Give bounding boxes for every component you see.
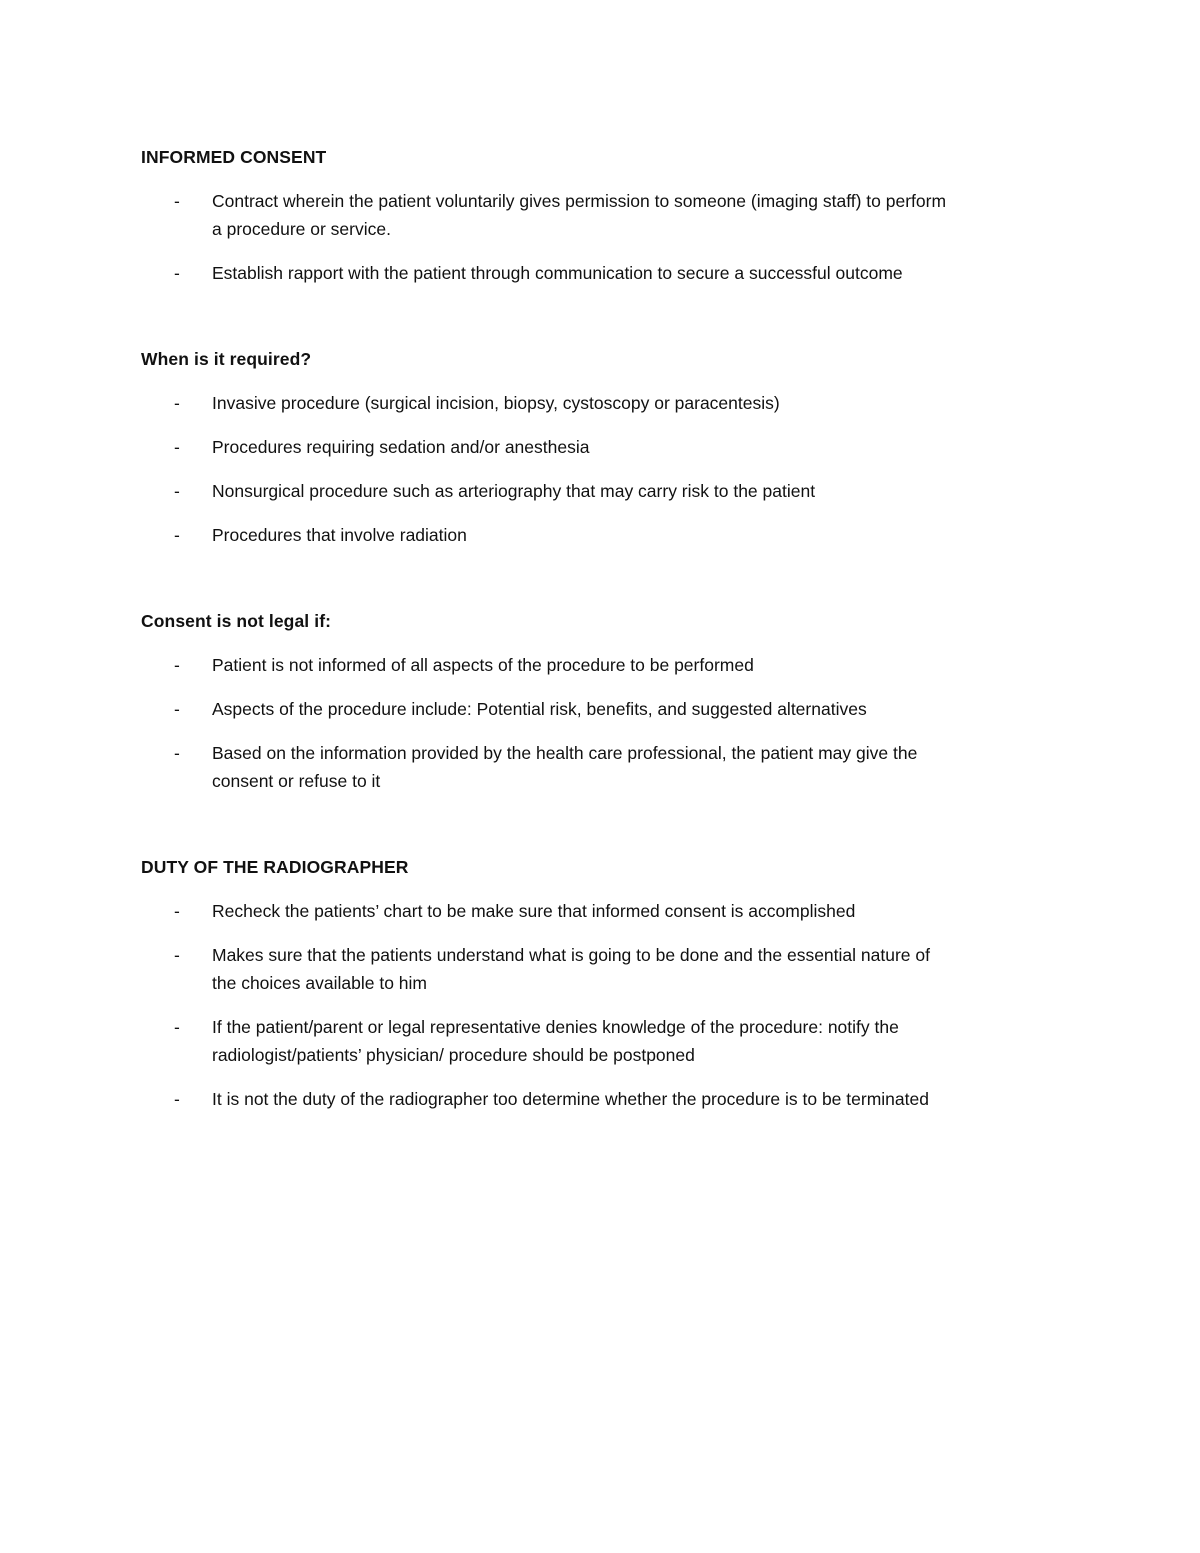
- bullet-dash: -: [174, 263, 180, 283]
- bullet-dash: -: [174, 525, 180, 545]
- list-item-line: Makes sure that the patients understand what is going to be done and the essential nature of: [212, 945, 930, 965]
- section-duty-radiographer: [141, 853, 1061, 1113]
- list-item-line: the choices available to him: [212, 973, 427, 993]
- list-item: [141, 941, 1061, 997]
- list-item-line: Aspects of the procedure include: Potential risk, benefits, and suggested alternatives: [212, 699, 867, 719]
- section-informed-consent: [141, 143, 1061, 287]
- list-item: [141, 187, 1061, 243]
- section-heading: INFORMED CONSENT: [141, 147, 327, 167]
- list-item-line: Recheck the patients’ chart to be make sure that informed consent is accomplished: [212, 901, 856, 921]
- bullet-list: [141, 389, 1061, 549]
- bullet-dash: -: [174, 945, 180, 965]
- list-item: [141, 695, 1061, 723]
- list-item: [141, 477, 1061, 505]
- list-item: [141, 897, 1061, 925]
- list-item: [141, 433, 1061, 461]
- bullet-dash: -: [174, 655, 180, 675]
- list-item: [141, 1085, 1061, 1113]
- bullet-dash: -: [174, 901, 180, 921]
- list-item-line: Establish rapport with the patient through communication to secure a successful outcome: [212, 263, 903, 283]
- list-item-line: Procedures that involve radiation: [212, 525, 467, 545]
- bullet-dash: -: [174, 1017, 180, 1037]
- list-item: [141, 389, 1061, 417]
- list-item: [141, 521, 1061, 549]
- list-item: [141, 259, 1061, 287]
- bullet-dash: -: [174, 743, 180, 763]
- section-heading: When is it required?: [141, 349, 312, 369]
- list-item-line: Invasive procedure (surgical incision, biopsy, cystoscopy or paracentesis): [212, 393, 780, 413]
- section-heading: DUTY OF THE RADIOGRAPHER: [141, 857, 409, 877]
- section-heading: Consent is not legal if:: [141, 611, 332, 631]
- list-item: [141, 651, 1061, 679]
- section-consent-not-legal: [141, 607, 1061, 795]
- list-item-line: consent or refuse to it: [212, 771, 381, 791]
- list-item-line: If the patient/parent or legal representative denies knowledge of the procedure: notify the: [212, 1017, 899, 1037]
- list-item-line: Procedures requiring sedation and/or anesthesia: [212, 437, 590, 457]
- bullet-list: [141, 897, 1061, 1113]
- list-item: [141, 739, 1061, 795]
- bullet-list: [141, 651, 1061, 795]
- bullet-dash: -: [174, 1089, 180, 1109]
- list-item-line: radiologist/patients’ physician/ procedure should be postponed: [212, 1045, 695, 1065]
- section-spacer: [141, 303, 1061, 345]
- list-item: [141, 1013, 1061, 1069]
- list-item-line: Contract wherein the patient voluntarily gives permission to someone (imaging staff) to perform: [212, 191, 947, 211]
- bullet-dash: -: [174, 437, 180, 457]
- document-body: [141, 143, 1061, 1129]
- bullet-dash: -: [174, 481, 180, 501]
- list-item-line: Nonsurgical procedure such as arteriography that may carry risk to the patient: [212, 481, 816, 501]
- bullet-dash: -: [174, 393, 180, 413]
- bullet-list: [141, 187, 1061, 287]
- list-item-line: Patient is not informed of all aspects of the procedure to be performed: [212, 655, 754, 675]
- section-spacer: [141, 811, 1061, 853]
- section-when-required: [141, 345, 1061, 549]
- list-item-line: Based on the information provided by the health care professional, the patient may give the: [212, 743, 918, 763]
- bullet-dash: -: [174, 699, 180, 719]
- section-spacer: [141, 565, 1061, 607]
- list-item-line: a procedure or service.: [212, 219, 391, 239]
- bullet-dash: -: [174, 191, 180, 211]
- list-item-line: It is not the duty of the radiographer too determine whether the procedure is to be terminated: [212, 1089, 929, 1109]
